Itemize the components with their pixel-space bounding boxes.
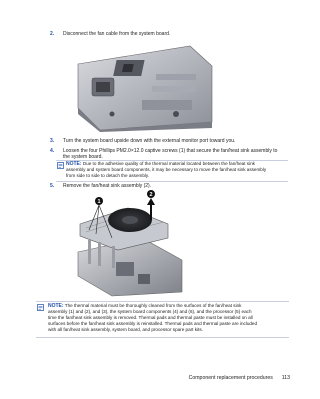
page-footer [189,375,290,381]
note-text: with all fan/heat sink assembly, system board, and processor spare part kits. [48,327,203,333]
note-icon [37,304,45,311]
note-2-divider-top [36,301,289,302]
note-text: from side to side to detach the assembly. [66,173,150,179]
step-number: 3. [50,138,55,144]
step-5 [50,183,290,189]
note-icon [57,162,65,169]
note-text: time the fan/heat sink assembly is removed. Thermal pads and thermal paste must be installed on all [48,315,253,321]
step-text: Loosen the four Phillips PM2.0×12.0 captive screws (1) that secure the fan/heat sink assembly to [63,148,278,154]
callout-2-label: 2 [149,192,153,198]
note-text: Due to the adhesive quality of the thermal material located between the fan/heat sink [82,161,255,166]
note-text: assembly and system board components, it may be necessary to move the fan/heat sink assembly [66,167,267,173]
step-text: Remove the fan/heat sink assembly (2). [63,183,152,189]
page-number: 113 [281,375,290,381]
note-1 [66,161,290,179]
system-board-figure [72,44,214,132]
step-3 [50,138,290,144]
note-label: NOTE: [48,303,64,309]
step-number: 2. [50,31,55,37]
step-number: 5. [50,183,55,189]
step-2 [50,31,290,37]
step-4 [50,148,290,161]
footer-title: Component replacement procedures [188,375,273,381]
note-text: The thermal material must be thoroughly cleaned from the surfaces of the fan/heat sink [64,303,242,308]
step-text: Disconnect the fan cable from the system board. [63,31,171,37]
step-text: Turn the system board upside down with the external monitor port toward you. [63,138,236,144]
step-text-cont: the system board. [63,154,103,161]
note-text: surfaces before the fan/heat sink assembly is reinstalled. Thermal pads and thermal paste are included [48,321,258,327]
note-2 [48,303,292,333]
note-divider-bottom [56,181,288,182]
note-2-divider-bottom [36,337,289,338]
callout-1-label: 1 [97,199,101,205]
step-number: 4. [50,148,55,154]
note-text: assembly (1) and (2), and (3), the system board components (4) and (6), and the processor (5) each [48,309,252,315]
fan-heatsink-figure [72,190,187,297]
note-label: NOTE: [66,161,82,167]
